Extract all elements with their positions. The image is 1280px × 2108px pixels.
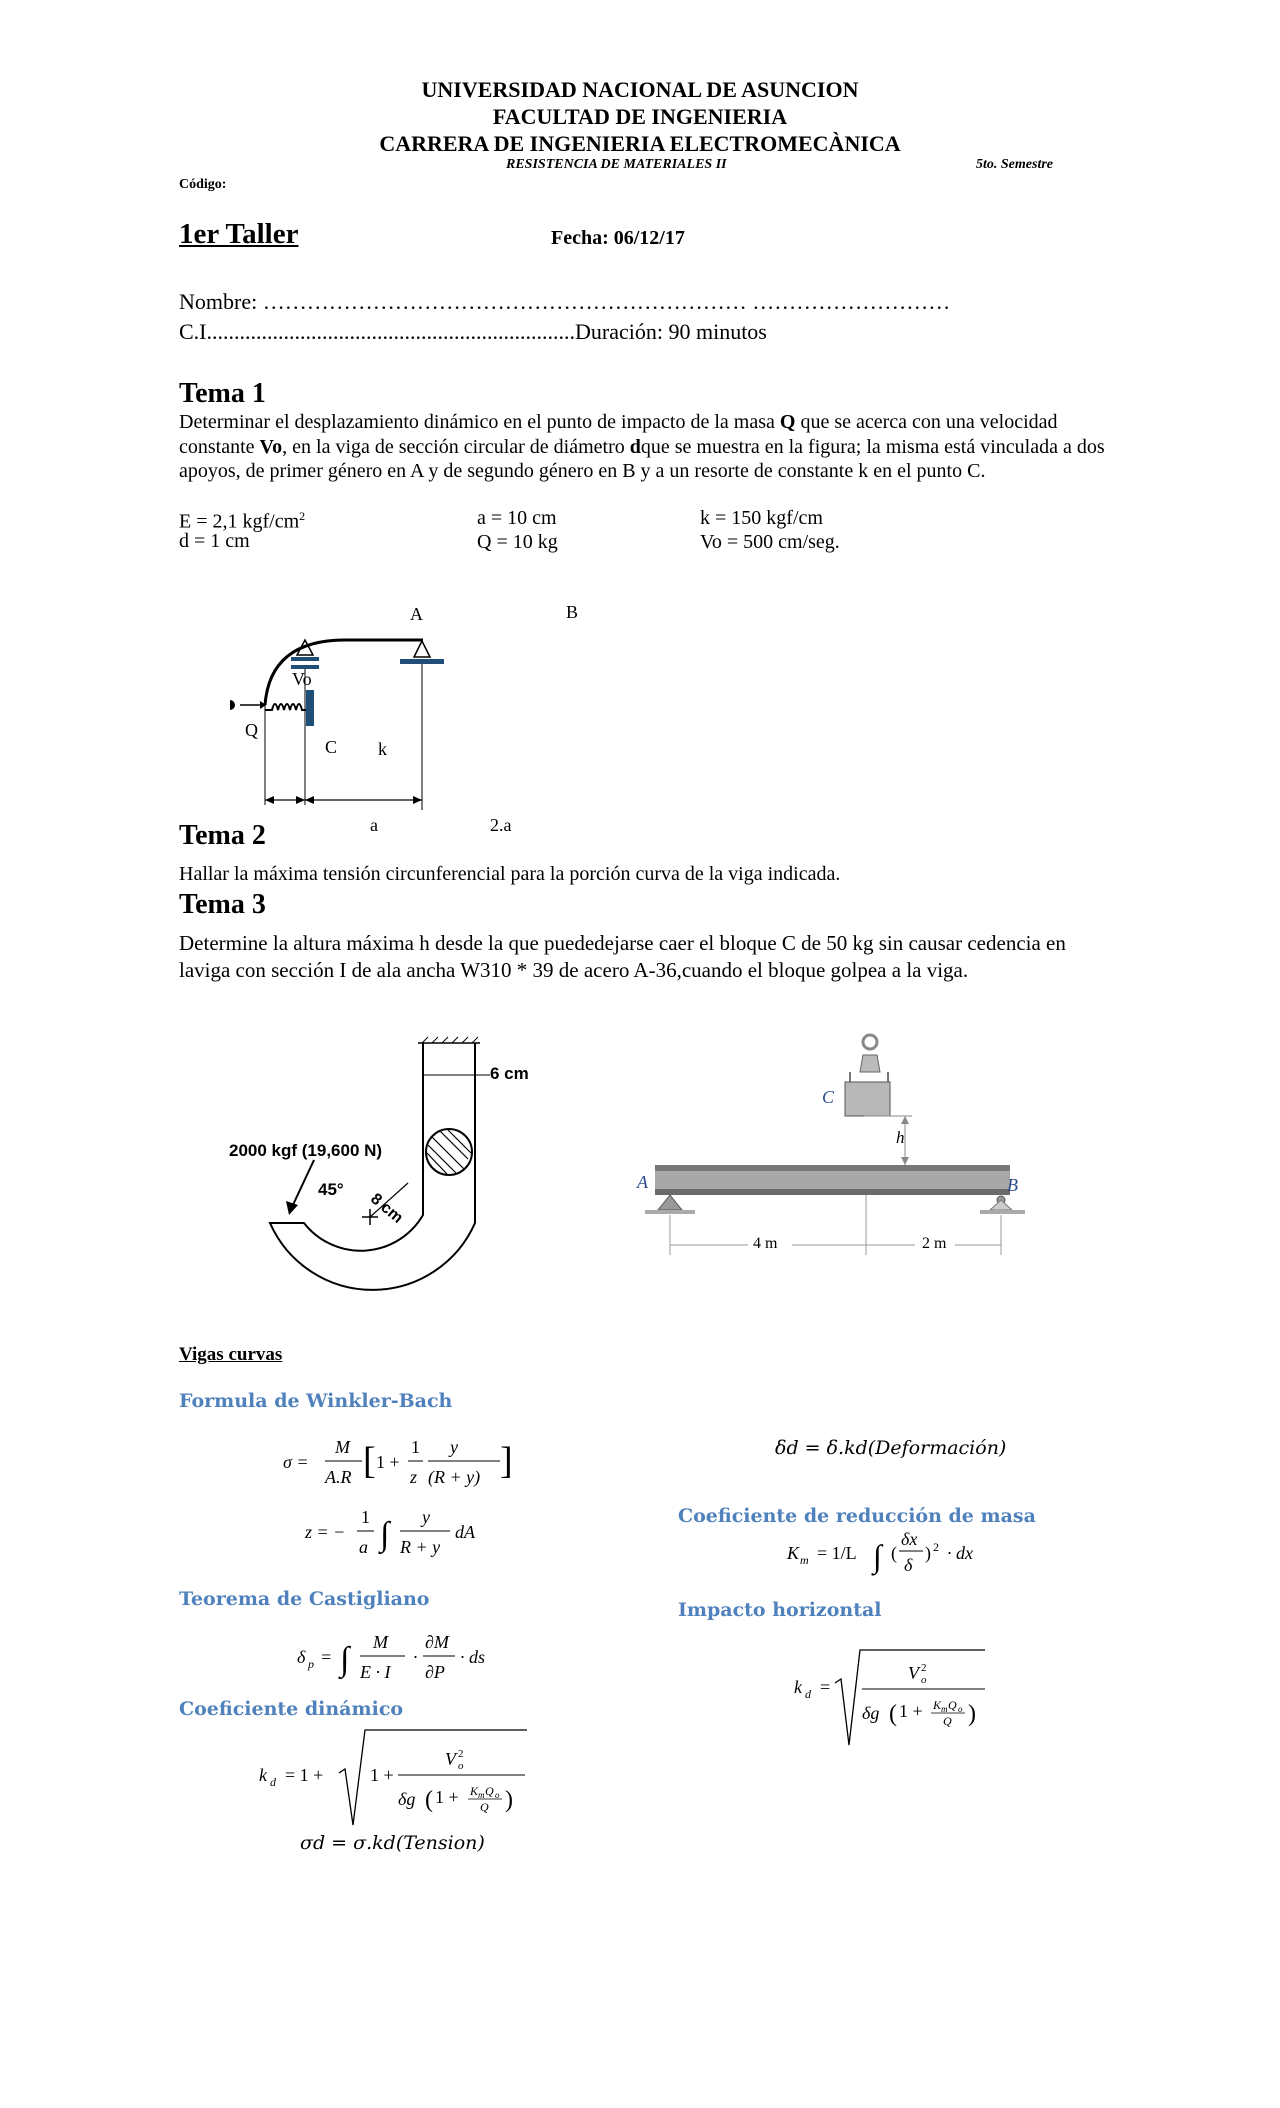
reduccion-title: Coeficiente de reducción de masa (678, 1505, 1036, 1527)
svg-text:=: = (320, 1647, 333, 1667)
svg-text:a: a (359, 1537, 368, 1557)
castigliano-title: Teorema de Castigliano (179, 1588, 430, 1610)
svg-text:E · I: E · I (360, 1662, 391, 1682)
svg-text:2: 2 (921, 1662, 927, 1674)
sigma-d-formula: σd = σ.kd(Tension) (300, 1832, 485, 1854)
label-Q: Q (245, 720, 258, 740)
svg-text:K: K (470, 1784, 479, 1798)
svg-text:o: o (495, 1790, 500, 1800)
param-E: E = 2,1 kgf/$cm^2$ (179, 509, 306, 533)
svg-text:): ) (968, 1701, 976, 1727)
label-B: B (566, 602, 579, 622)
svg-text:∂P: ∂P (425, 1662, 445, 1682)
height-label-h: h (896, 1128, 905, 1147)
ci-line (179, 319, 767, 345)
svg-text:o: o (921, 1674, 927, 1686)
svg-text:∂M: ∂M (425, 1632, 449, 1652)
svg-text:δ: δ (904, 1555, 913, 1575)
z-formula (300, 1500, 500, 1565)
svg-text:Q: Q (480, 1800, 489, 1814)
km-formula (785, 1525, 1005, 1580)
svg-text:A.R: A.R (325, 1467, 352, 1487)
svg-text:δ: δ (297, 1647, 306, 1667)
svg-text:δx: δx (901, 1529, 918, 1549)
svg-text:δg: δg (862, 1703, 880, 1723)
svg-text:∫: ∫ (380, 1516, 390, 1553)
svg-text:R + y: R + y (400, 1537, 441, 1557)
semester: 5to. Semestre (976, 157, 1053, 172)
span-4m: 4 m (753, 1235, 778, 1252)
winkler-formula (280, 1430, 520, 1495)
svg-text:z = −: z = − (305, 1522, 346, 1542)
svg-text:V: V (908, 1663, 919, 1683)
svg-text:k: k (259, 1765, 267, 1785)
svg-text:Q: Q (948, 1698, 957, 1712)
svg-text:y: y (422, 1507, 430, 1527)
svg-text:[: [ (363, 1440, 376, 1482)
svg-text:K: K (787, 1543, 800, 1563)
svg-text:(: ( (891, 1543, 897, 1563)
tema3-text: Determine la altura máxima h desde la que puededejarse caer el bloque C de 50 kg sin causar cedencia en laviga con sección I de ala ancha W310 * 39 de acero A-36,cuando el bloque golpea a la viga. (179, 931, 1066, 982)
svg-text:δg: δg (398, 1789, 416, 1809)
label-2a: 2.a (490, 815, 512, 835)
svg-text:o: o (958, 1704, 963, 1714)
svg-text:(R + y): (R + y) (428, 1467, 481, 1487)
svg-text:o: o (458, 1760, 464, 1772)
ci-field: C.I................................................................... (179, 319, 575, 344)
workshop-title: 1er Taller (179, 218, 299, 250)
label-C: C (325, 737, 338, 757)
svg-text:K: K (933, 1698, 942, 1712)
date: Fecha: 06/12/17 (551, 227, 685, 249)
mass-Q-icon (230, 700, 235, 710)
code-label: Código: (179, 177, 227, 192)
label-Vo: Vo (292, 669, 312, 689)
svg-text:σ =: σ = (283, 1452, 309, 1472)
svg-text:· ds: · ds (460, 1647, 486, 1667)
svg-text:): ) (505, 1787, 513, 1813)
svg-text:k: k (794, 1677, 802, 1697)
coef-dinamico-title: Coeficiente dinámico (179, 1698, 404, 1720)
support-label-A: A (637, 1172, 648, 1192)
hook-load: 2000 kgf (19,600 N) (229, 1141, 383, 1160)
svg-text:2: 2 (458, 1748, 464, 1760)
hook-radius: 8 cm (367, 1190, 406, 1227)
label-A: A (410, 604, 423, 624)
param-Vo: Vo = 500 cm/seg. (700, 531, 840, 553)
castigliano-formula (295, 1625, 495, 1690)
svg-text:Q: Q (943, 1714, 952, 1728)
svg-text:∫: ∫ (340, 1641, 350, 1678)
faculty-title: FACULTAD DE INGENIERIA (492, 104, 788, 129)
block-label-C: C (822, 1087, 835, 1107)
param-Q: Q = 10 kg (477, 531, 558, 553)
param-d: d = 1 cm (179, 530, 250, 552)
param-a: a = 10 cm (477, 507, 557, 529)
svg-text:2: 2 (933, 1540, 939, 1554)
svg-text:(: ( (425, 1787, 433, 1813)
course-name: RESISTENCIA DE MATERIALES II (506, 157, 727, 172)
hook-angle: 45° (318, 1180, 344, 1199)
tema2-text: Hallar la máxima tensión circunferencial para la porción curva de la viga indicada. (179, 863, 841, 885)
university-title: UNIVERSIDAD NACIONAL DE ASUNCION (421, 77, 859, 102)
svg-text:1 +: 1 + (370, 1765, 394, 1785)
tema1-beam-figure (230, 595, 630, 855)
support-label-B: B (1007, 1175, 1018, 1195)
impacto-title: Impacto horizontal (678, 1599, 882, 1621)
tema2-title: Tema 2 (179, 820, 266, 851)
label-k: k (378, 739, 387, 759)
svg-text:1: 1 (411, 1437, 420, 1457)
svg-text:p: p (308, 1657, 314, 1671)
svg-text:∫: ∫ (873, 1538, 882, 1574)
svg-text:Q: Q (485, 1784, 494, 1798)
svg-text:·: · (413, 1647, 418, 1667)
svg-text:V: V (445, 1749, 456, 1769)
duration: Duración: 90 minutos (575, 319, 767, 344)
svg-text:1 +: 1 + (376, 1452, 400, 1472)
svg-text:(: ( (889, 1701, 897, 1727)
svg-text:=: = (820, 1677, 831, 1697)
svg-text:= 1 +: = 1 + (285, 1765, 324, 1785)
name-line: Nombre: ………………………………………………………… ……………………… (179, 289, 951, 314)
hook-width: 6 cm (490, 1064, 529, 1083)
svg-text:]: ] (500, 1440, 513, 1482)
svg-text:d: d (805, 1687, 811, 1701)
delta-d-formula: δd = δ.kd(Deformación) (775, 1437, 1007, 1459)
section-vigas-curvas: Vigas curvas (179, 1344, 283, 1365)
svg-text:1 +: 1 + (435, 1787, 459, 1807)
svg-text:m: m (478, 1790, 485, 1800)
svg-text:1 +: 1 + (899, 1701, 923, 1721)
career-title: CARRERA DE INGENIERIA ELECTROMECÀNICA (379, 131, 901, 156)
svg-text:· dx: · dx (947, 1543, 973, 1563)
kd-vertical-formula (255, 1725, 535, 1835)
tema1-title: Tema 1 (179, 378, 266, 409)
svg-text:): ) (925, 1543, 931, 1563)
svg-text:1: 1 (361, 1507, 370, 1527)
span-2m: 2 m (922, 1235, 947, 1252)
svg-text:y: y (450, 1437, 458, 1457)
svg-text:m: m (800, 1553, 809, 1567)
label-a: a (370, 815, 378, 835)
kd-horizontal-formula (790, 1645, 1000, 1755)
param-k: k = 150 kgf/cm (700, 507, 823, 529)
tema1-text: Determinar el desplazamiento dinámico en el punto de impacto de la masa Q que se acerca con una velocidad constante Vo, en la viga de sección circular de diámetro dque se muestra en la figura; la misma está vinculada a dos apoyos, de primer género en A y de segundo género en B y a un resorte de constante k en el punto C. (179, 411, 1105, 482)
winkler-title: Formula de Winkler-Bach (179, 1390, 453, 1412)
drop-beam-figure (630, 1030, 1030, 1260)
svg-text:M: M (373, 1632, 388, 1652)
svg-text:d: d (270, 1775, 276, 1789)
tema3-title: Tema 3 (179, 889, 266, 920)
svg-text:z: z (410, 1467, 418, 1487)
svg-text:dA: dA (455, 1522, 475, 1542)
svg-text:= 1/L: = 1/L (817, 1543, 857, 1563)
svg-text:m: m (941, 1704, 948, 1714)
svg-text:M: M (335, 1437, 350, 1457)
